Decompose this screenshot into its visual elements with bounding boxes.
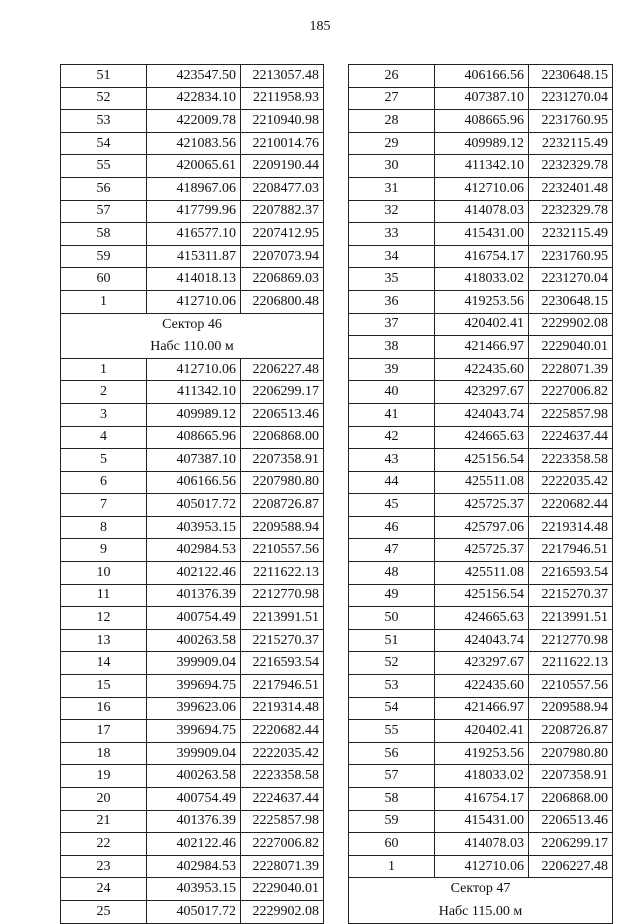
- point-number-cell: 27: [349, 87, 435, 110]
- sector-title: Сектор 47: [349, 878, 613, 901]
- point-number-cell: 36: [349, 290, 435, 313]
- table-row: [61, 177, 324, 200]
- table-row: [349, 629, 613, 652]
- y-coordinate-cell: 2232115.49: [529, 223, 613, 246]
- y-coordinate-cell: 2219314.48: [529, 516, 613, 539]
- y-coordinate-cell: 2229902.08: [529, 313, 613, 336]
- table-row: [61, 562, 324, 585]
- x-coordinate-cell: 408665.96: [147, 426, 241, 449]
- y-coordinate-cell: 2206800.48: [241, 290, 324, 313]
- point-number-cell: 56: [349, 742, 435, 765]
- y-coordinate-cell: 2208726.87: [529, 720, 613, 743]
- point-number-cell: 50: [349, 607, 435, 630]
- table-row: [349, 336, 613, 359]
- x-coordinate-cell: 421466.97: [435, 697, 529, 720]
- table-row: [61, 245, 324, 268]
- point-number-cell: 52: [61, 87, 147, 110]
- x-coordinate-cell: 420065.61: [147, 155, 241, 178]
- table-row: [61, 132, 324, 155]
- point-number-cell: 44: [349, 471, 435, 494]
- y-coordinate-cell: 2208726.87: [241, 494, 324, 517]
- table-row: [349, 268, 613, 291]
- table-row: [61, 788, 324, 811]
- table-row: [349, 562, 613, 585]
- point-number-cell: 34: [349, 245, 435, 268]
- table-row: [61, 765, 324, 788]
- x-coordinate-cell: 402984.53: [147, 855, 241, 878]
- x-coordinate-cell: 400263.58: [147, 765, 241, 788]
- point-number-cell: 43: [349, 449, 435, 472]
- y-coordinate-cell: 2206227.48: [241, 358, 324, 381]
- y-coordinate-cell: 2206299.17: [529, 833, 613, 856]
- point-number-cell: 2: [61, 381, 147, 404]
- x-coordinate-cell: 418033.02: [435, 765, 529, 788]
- x-coordinate-cell: 419253.56: [435, 742, 529, 765]
- table-row: [61, 358, 324, 381]
- point-number-cell: 40: [349, 381, 435, 404]
- point-number-cell: 1: [61, 358, 147, 381]
- x-coordinate-cell: 406166.56: [147, 471, 241, 494]
- table-row: [349, 403, 613, 426]
- point-number-cell: 22: [61, 833, 147, 856]
- x-coordinate-cell: 416577.10: [147, 223, 241, 246]
- table-row: [61, 110, 324, 133]
- x-coordinate-cell: 423547.50: [147, 65, 241, 88]
- y-coordinate-cell: 2231270.04: [529, 87, 613, 110]
- x-coordinate-cell: 414078.03: [435, 833, 529, 856]
- y-coordinate-cell: 2206513.46: [241, 403, 324, 426]
- sector-height-row: [61, 336, 324, 359]
- x-coordinate-cell: 421466.97: [435, 336, 529, 359]
- table-row: [61, 742, 324, 765]
- table-row: [349, 584, 613, 607]
- x-coordinate-cell: 425156.54: [435, 449, 529, 472]
- coordinates-table-right: [348, 64, 613, 924]
- y-coordinate-cell: 2231760.95: [529, 245, 613, 268]
- x-coordinate-cell: 425156.54: [435, 584, 529, 607]
- point-number-cell: 24: [61, 878, 147, 901]
- y-coordinate-cell: 2229902.08: [241, 900, 324, 923]
- x-coordinate-cell: 402122.46: [147, 833, 241, 856]
- y-coordinate-cell: 2206868.00: [529, 788, 613, 811]
- table-row: [349, 471, 613, 494]
- table-row: [349, 132, 613, 155]
- y-coordinate-cell: 2206299.17: [241, 381, 324, 404]
- point-number-cell: 3: [61, 403, 147, 426]
- y-coordinate-cell: 2223358.58: [529, 449, 613, 472]
- y-coordinate-cell: 2232329.78: [529, 155, 613, 178]
- y-coordinate-cell: 2206868.00: [241, 426, 324, 449]
- x-coordinate-cell: 400754.49: [147, 607, 241, 630]
- table-row: [61, 426, 324, 449]
- y-coordinate-cell: 2217946.51: [241, 675, 324, 698]
- point-number-cell: 59: [349, 810, 435, 833]
- y-coordinate-cell: 2209588.94: [529, 697, 613, 720]
- table-row: [349, 290, 613, 313]
- y-coordinate-cell: 2211958.93: [241, 87, 324, 110]
- y-coordinate-cell: 2207412.95: [241, 223, 324, 246]
- y-coordinate-cell: 2232115.49: [529, 132, 613, 155]
- point-number-cell: 53: [61, 110, 147, 133]
- table-row: [61, 810, 324, 833]
- y-coordinate-cell: 2210557.56: [241, 539, 324, 562]
- table-row: [349, 833, 613, 856]
- point-number-cell: 7: [61, 494, 147, 517]
- y-coordinate-cell: 2227006.82: [241, 833, 324, 856]
- x-coordinate-cell: 408665.96: [435, 110, 529, 133]
- x-coordinate-cell: 425725.37: [435, 494, 529, 517]
- table-row: [61, 494, 324, 517]
- point-number-cell: 53: [349, 675, 435, 698]
- y-coordinate-cell: 2212770.98: [241, 584, 324, 607]
- y-coordinate-cell: 2208477.03: [241, 177, 324, 200]
- x-coordinate-cell: 421083.56: [147, 132, 241, 155]
- table-row: [61, 855, 324, 878]
- point-number-cell: 38: [349, 336, 435, 359]
- point-number-cell: 13: [61, 629, 147, 652]
- sector-height-row: [349, 900, 613, 923]
- point-number-cell: 47: [349, 539, 435, 562]
- x-coordinate-cell: 402122.46: [147, 562, 241, 585]
- point-number-cell: 1: [61, 290, 147, 313]
- y-coordinate-cell: 2213991.51: [529, 607, 613, 630]
- y-coordinate-cell: 2216593.54: [241, 652, 324, 675]
- x-coordinate-cell: 409989.12: [435, 132, 529, 155]
- table-row: [349, 313, 613, 336]
- point-number-cell: 54: [61, 132, 147, 155]
- y-coordinate-cell: 2231760.95: [529, 110, 613, 133]
- x-coordinate-cell: 425725.37: [435, 539, 529, 562]
- point-number-cell: 26: [349, 65, 435, 88]
- table-row: [349, 742, 613, 765]
- x-coordinate-cell: 399909.04: [147, 742, 241, 765]
- x-coordinate-cell: 402984.53: [147, 539, 241, 562]
- x-coordinate-cell: 422834.10: [147, 87, 241, 110]
- table-row: [349, 652, 613, 675]
- y-coordinate-cell: 2228071.39: [529, 358, 613, 381]
- y-coordinate-cell: 2229040.01: [529, 336, 613, 359]
- y-coordinate-cell: 2207073.94: [241, 245, 324, 268]
- y-coordinate-cell: 2230648.15: [529, 65, 613, 88]
- table-row: [61, 833, 324, 856]
- sector-height: Набс 110.00 м: [61, 336, 324, 359]
- y-coordinate-cell: 2217946.51: [529, 539, 613, 562]
- x-coordinate-cell: 399694.75: [147, 720, 241, 743]
- y-coordinate-cell: 2231270.04: [529, 268, 613, 291]
- point-number-cell: 21: [61, 810, 147, 833]
- point-number-cell: 9: [61, 539, 147, 562]
- table-row: [349, 720, 613, 743]
- table-row: [61, 268, 324, 291]
- point-number-cell: 29: [349, 132, 435, 155]
- table-row: [349, 516, 613, 539]
- point-number-cell: 18: [61, 742, 147, 765]
- x-coordinate-cell: 406166.56: [435, 65, 529, 88]
- point-number-cell: 41: [349, 403, 435, 426]
- y-coordinate-cell: 2207980.80: [241, 471, 324, 494]
- x-coordinate-cell: 424043.74: [435, 403, 529, 426]
- y-coordinate-cell: 2222035.42: [529, 471, 613, 494]
- y-coordinate-cell: 2225857.98: [241, 810, 324, 833]
- x-coordinate-cell: 400754.49: [147, 788, 241, 811]
- x-coordinate-cell: 400263.58: [147, 629, 241, 652]
- table-row: [349, 765, 613, 788]
- x-coordinate-cell: 411342.10: [147, 381, 241, 404]
- point-number-cell: 4: [61, 426, 147, 449]
- point-number-cell: 35: [349, 268, 435, 291]
- y-coordinate-cell: 2206869.03: [241, 268, 324, 291]
- point-number-cell: 11: [61, 584, 147, 607]
- x-coordinate-cell: 419253.56: [435, 290, 529, 313]
- sector-title: Сектор 46: [61, 313, 324, 336]
- point-number-cell: 46: [349, 516, 435, 539]
- point-number-cell: 16: [61, 697, 147, 720]
- y-coordinate-cell: 2210014.76: [241, 132, 324, 155]
- table-row: [349, 494, 613, 517]
- point-number-cell: 51: [61, 65, 147, 88]
- table-row: [349, 200, 613, 223]
- point-number-cell: 60: [61, 268, 147, 291]
- sector-title-row: [61, 313, 324, 336]
- y-coordinate-cell: 2213057.48: [241, 65, 324, 88]
- point-number-cell: 37: [349, 313, 435, 336]
- page-number: 185: [309, 19, 331, 34]
- x-coordinate-cell: 412710.06: [147, 358, 241, 381]
- point-number-cell: 5: [61, 449, 147, 472]
- table-row: [349, 449, 613, 472]
- point-number-cell: 33: [349, 223, 435, 246]
- table-row: [349, 155, 613, 178]
- x-coordinate-cell: 412710.06: [435, 177, 529, 200]
- x-coordinate-cell: 407387.10: [435, 87, 529, 110]
- x-coordinate-cell: 409989.12: [147, 403, 241, 426]
- x-coordinate-cell: 423297.67: [435, 652, 529, 675]
- y-coordinate-cell: 2220682.44: [529, 494, 613, 517]
- table-row: [349, 788, 613, 811]
- x-coordinate-cell: 423297.67: [435, 381, 529, 404]
- point-number-cell: 56: [61, 177, 147, 200]
- x-coordinate-cell: 399623.06: [147, 697, 241, 720]
- x-coordinate-cell: 415431.00: [435, 810, 529, 833]
- x-coordinate-cell: 418033.02: [435, 268, 529, 291]
- y-coordinate-cell: 2215270.37: [241, 629, 324, 652]
- point-number-cell: 14: [61, 652, 147, 675]
- table-row: [61, 200, 324, 223]
- y-coordinate-cell: 2228071.39: [241, 855, 324, 878]
- table-row: [61, 652, 324, 675]
- point-number-cell: 57: [61, 200, 147, 223]
- x-coordinate-cell: 401376.39: [147, 584, 241, 607]
- table-row: [61, 878, 324, 901]
- table-row: [349, 245, 613, 268]
- table-row: [349, 426, 613, 449]
- x-coordinate-cell: 405017.72: [147, 494, 241, 517]
- table-row: [61, 155, 324, 178]
- x-coordinate-cell: 411342.10: [435, 155, 529, 178]
- y-coordinate-cell: 2225857.98: [529, 403, 613, 426]
- point-number-cell: 28: [349, 110, 435, 133]
- table-row: [61, 629, 324, 652]
- y-coordinate-cell: 2207980.80: [529, 742, 613, 765]
- y-coordinate-cell: 2216593.54: [529, 562, 613, 585]
- y-coordinate-cell: 2206227.48: [529, 855, 613, 878]
- table-row: [349, 855, 613, 878]
- point-number-cell: 45: [349, 494, 435, 517]
- table-row: [349, 810, 613, 833]
- table-row: [61, 403, 324, 426]
- x-coordinate-cell: 412710.06: [147, 290, 241, 313]
- coordinates-table-left: [60, 64, 324, 924]
- point-number-cell: 58: [349, 788, 435, 811]
- y-coordinate-cell: 2207358.91: [241, 449, 324, 472]
- point-number-cell: 48: [349, 562, 435, 585]
- y-coordinate-cell: 2220682.44: [241, 720, 324, 743]
- point-number-cell: 23: [61, 855, 147, 878]
- y-coordinate-cell: 2222035.42: [241, 742, 324, 765]
- x-coordinate-cell: 425511.08: [435, 471, 529, 494]
- point-number-cell: 55: [349, 720, 435, 743]
- y-coordinate-cell: 2219314.48: [241, 697, 324, 720]
- y-coordinate-cell: 2209588.94: [241, 516, 324, 539]
- point-number-cell: 25: [61, 900, 147, 923]
- point-number-cell: 20: [61, 788, 147, 811]
- table-row: [61, 516, 324, 539]
- table-row: [349, 223, 613, 246]
- x-coordinate-cell: 420402.41: [435, 720, 529, 743]
- y-coordinate-cell: 2224637.44: [529, 426, 613, 449]
- y-coordinate-cell: 2232329.78: [529, 200, 613, 223]
- table-row: [349, 381, 613, 404]
- sector-title-row: [349, 878, 613, 901]
- table-row: [61, 87, 324, 110]
- table-row: [349, 358, 613, 381]
- point-number-cell: 19: [61, 765, 147, 788]
- x-coordinate-cell: 415311.87: [147, 245, 241, 268]
- point-number-cell: 42: [349, 426, 435, 449]
- x-coordinate-cell: 417799.96: [147, 200, 241, 223]
- table-row: [349, 110, 613, 133]
- sector-height: Набс 115.00 м: [349, 900, 613, 923]
- y-coordinate-cell: 2215270.37: [529, 584, 613, 607]
- y-coordinate-cell: 2210940.98: [241, 110, 324, 133]
- x-coordinate-cell: 424043.74: [435, 629, 529, 652]
- x-coordinate-cell: 422435.60: [435, 675, 529, 698]
- y-coordinate-cell: 2211622.13: [241, 562, 324, 585]
- y-coordinate-cell: 2207882.37: [241, 200, 324, 223]
- table-row: [61, 539, 324, 562]
- point-number-cell: 51: [349, 629, 435, 652]
- y-coordinate-cell: 2232401.48: [529, 177, 613, 200]
- x-coordinate-cell: 424665.63: [435, 607, 529, 630]
- table-row: [349, 65, 613, 88]
- table-row: [61, 584, 324, 607]
- y-coordinate-cell: 2223358.58: [241, 765, 324, 788]
- y-coordinate-cell: 2207358.91: [529, 765, 613, 788]
- table-row: [349, 675, 613, 698]
- y-coordinate-cell: 2206513.46: [529, 810, 613, 833]
- point-number-cell: 6: [61, 471, 147, 494]
- x-coordinate-cell: 403953.15: [147, 516, 241, 539]
- point-number-cell: 52: [349, 652, 435, 675]
- y-coordinate-cell: 2224637.44: [241, 788, 324, 811]
- point-number-cell: 8: [61, 516, 147, 539]
- point-number-cell: 49: [349, 584, 435, 607]
- point-number-cell: 31: [349, 177, 435, 200]
- point-number-cell: 17: [61, 720, 147, 743]
- table-row: [61, 607, 324, 630]
- table-row: [349, 177, 613, 200]
- x-coordinate-cell: 425797.06: [435, 516, 529, 539]
- point-number-cell: 57: [349, 765, 435, 788]
- x-coordinate-cell: 418967.06: [147, 177, 241, 200]
- y-coordinate-cell: 2229040.01: [241, 878, 324, 901]
- x-coordinate-cell: 416754.17: [435, 788, 529, 811]
- x-coordinate-cell: 399909.04: [147, 652, 241, 675]
- table-row: [61, 720, 324, 743]
- y-coordinate-cell: 2209190.44: [241, 155, 324, 178]
- table-row: [61, 290, 324, 313]
- y-coordinate-cell: 2212770.98: [529, 629, 613, 652]
- x-coordinate-cell: 407387.10: [147, 449, 241, 472]
- x-coordinate-cell: 425511.08: [435, 562, 529, 585]
- table-row: [349, 607, 613, 630]
- x-coordinate-cell: 403953.15: [147, 878, 241, 901]
- point-number-cell: 32: [349, 200, 435, 223]
- x-coordinate-cell: 414018.13: [147, 268, 241, 291]
- x-coordinate-cell: 414078.03: [435, 200, 529, 223]
- x-coordinate-cell: 424665.63: [435, 426, 529, 449]
- y-coordinate-cell: 2230648.15: [529, 290, 613, 313]
- x-coordinate-cell: 422435.60: [435, 358, 529, 381]
- table-row: [61, 381, 324, 404]
- y-coordinate-cell: 2213991.51: [241, 607, 324, 630]
- x-coordinate-cell: 401376.39: [147, 810, 241, 833]
- table-row: [61, 65, 324, 88]
- point-number-cell: 55: [61, 155, 147, 178]
- x-coordinate-cell: 420402.41: [435, 313, 529, 336]
- point-number-cell: 59: [61, 245, 147, 268]
- point-number-cell: 12: [61, 607, 147, 630]
- point-number-cell: 10: [61, 562, 147, 585]
- x-coordinate-cell: 405017.72: [147, 900, 241, 923]
- x-coordinate-cell: 415431.00: [435, 223, 529, 246]
- y-coordinate-cell: 2211622.13: [529, 652, 613, 675]
- x-coordinate-cell: 416754.17: [435, 245, 529, 268]
- point-number-cell: 39: [349, 358, 435, 381]
- point-number-cell: 30: [349, 155, 435, 178]
- table-row: [349, 539, 613, 562]
- table-row: [349, 697, 613, 720]
- table-row: [61, 675, 324, 698]
- table-row: [61, 697, 324, 720]
- point-number-cell: 58: [61, 223, 147, 246]
- point-number-cell: 60: [349, 833, 435, 856]
- point-number-cell: 15: [61, 675, 147, 698]
- table-row: [61, 471, 324, 494]
- x-coordinate-cell: 412710.06: [435, 855, 529, 878]
- y-coordinate-cell: 2210557.56: [529, 675, 613, 698]
- table-row: [61, 223, 324, 246]
- table-row: [349, 87, 613, 110]
- y-coordinate-cell: 2227006.82: [529, 381, 613, 404]
- point-number-cell: 54: [349, 697, 435, 720]
- x-coordinate-cell: 422009.78: [147, 110, 241, 133]
- table-row: [61, 900, 324, 923]
- point-number-cell: 1: [349, 855, 435, 878]
- table-row: [61, 449, 324, 472]
- x-coordinate-cell: 399694.75: [147, 675, 241, 698]
